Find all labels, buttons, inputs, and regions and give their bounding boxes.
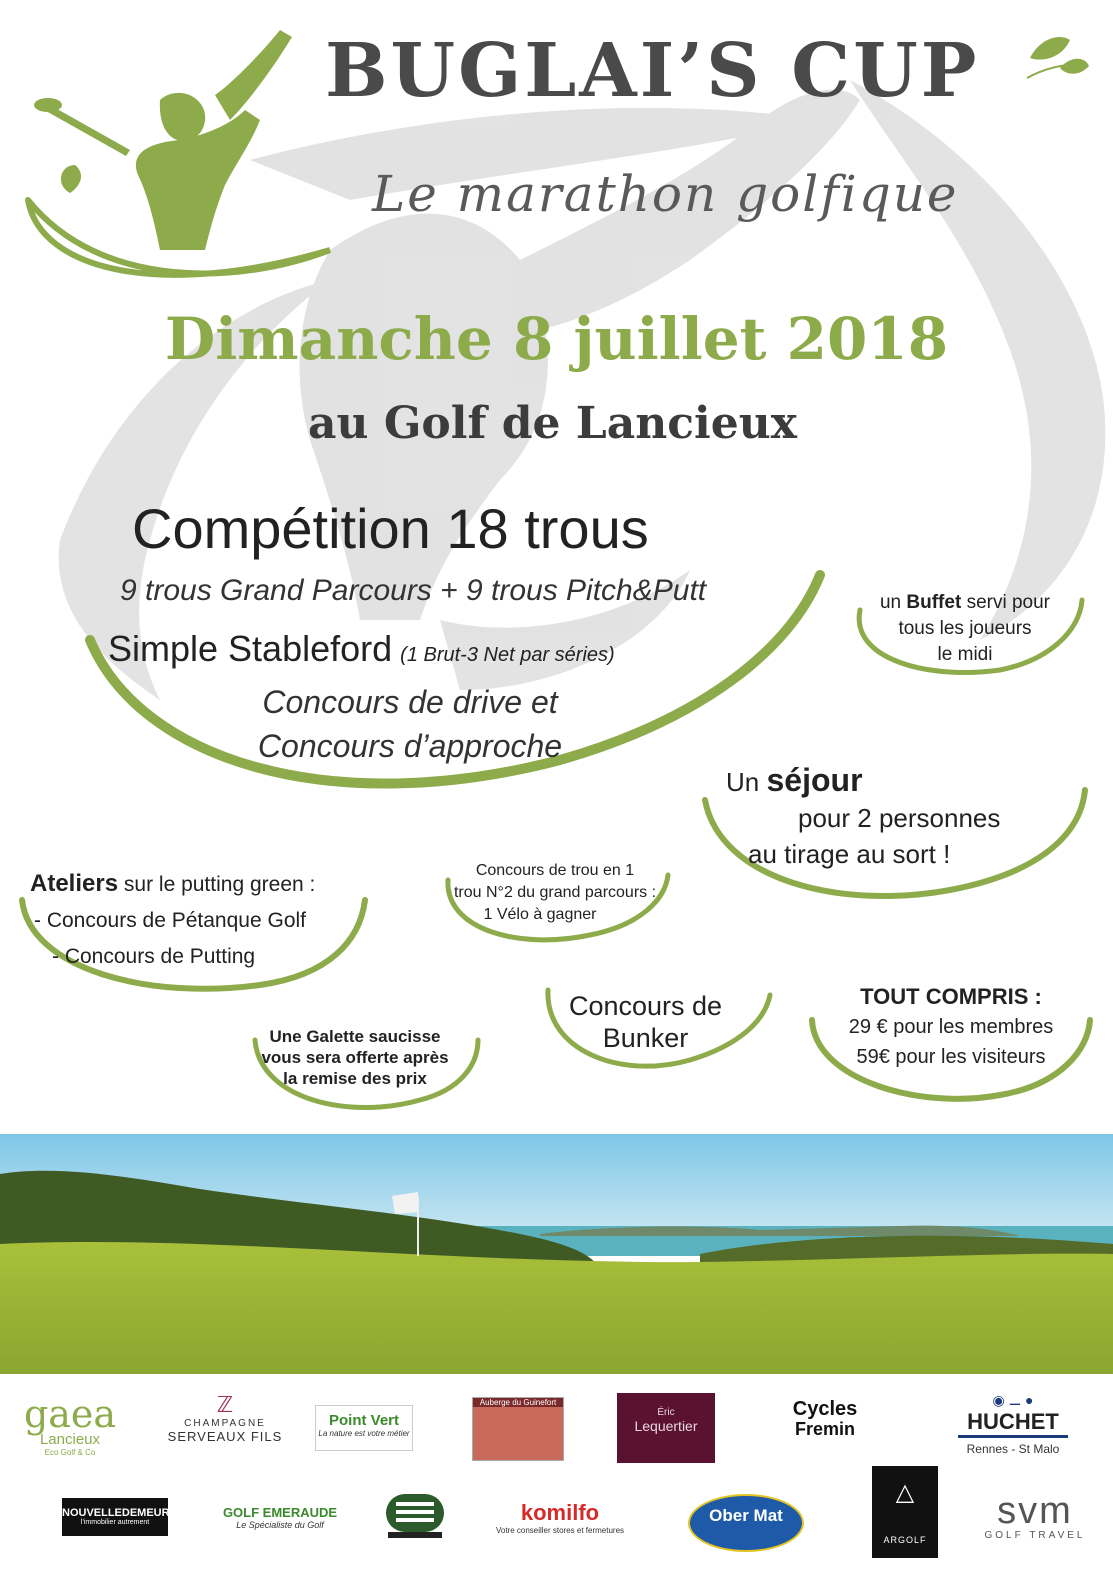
hole-in-one-callout xyxy=(445,860,665,926)
sejour-highlight: séjour xyxy=(766,762,863,798)
competition-heading: Compétition 18 trous xyxy=(132,497,649,560)
sponsor-bretagne-golf-logo xyxy=(382,1492,448,1540)
sponsor-huchet-logo: ◉ ⚊ ● HUCHET Rennes - St Malo xyxy=(958,1392,1068,1456)
bmw-mini-emblem-icon: ◉ ⚊ ● xyxy=(992,1392,1034,1408)
leaf-icon xyxy=(1025,28,1090,83)
galette-line1: Une Galette saucisse xyxy=(269,1027,441,1046)
buffet-rest: servi pour xyxy=(966,592,1050,613)
hole-in-one-line1: Concours de trou en 1 xyxy=(475,862,635,879)
sponsor-auberge-logo: Auberge du Guinefort xyxy=(472,1397,564,1461)
serveaux-emblem-icon: ℤ xyxy=(216,1392,234,1417)
buffet-line2: tous les joueurs xyxy=(898,618,1032,639)
buffet-callout xyxy=(855,590,1075,668)
golfer-logo-icon xyxy=(30,25,330,250)
pricing-members: 29 € pour les membres xyxy=(848,1016,1054,1038)
event-title: BUGLAI’S CUP xyxy=(325,28,980,114)
ateliers-item1: - Concours de Pétanque Golf xyxy=(34,909,306,932)
golf-course-photo xyxy=(0,1134,1113,1374)
sponsor-argolf-logo: △ ARGOLF xyxy=(872,1466,938,1558)
pricing-visitors: 59€ pour les visiteurs xyxy=(856,1046,1046,1068)
sponsor-nouvelledemeure-logo: NOUVELLEDEMEURE l’immobilier autrement xyxy=(62,1498,168,1536)
galette-callout xyxy=(250,1026,460,1089)
sponsor-komilfo-logo: komilfo Votre conseiller stores et fermetures xyxy=(495,1500,625,1535)
galette-line2: vous sera offerte après xyxy=(261,1048,449,1067)
sejour-line3: au tirage au sort ! xyxy=(748,839,951,869)
sejour-callout xyxy=(720,762,1050,872)
sponsor-cycles-logo: Cycles Fremin xyxy=(792,1398,858,1439)
contest-drive: Concours de drive et xyxy=(262,684,558,720)
buffet-line3: le midi xyxy=(937,644,993,665)
ateliers-callout xyxy=(30,866,390,975)
sponsor-pointvert-logo: Point Vert La nature est votre métier xyxy=(315,1405,413,1451)
pricing-heading: TOUT COMPRIS : xyxy=(860,984,1042,1009)
argolf-emblem-icon: △ xyxy=(895,1479,915,1506)
sejour-line2: pour 2 personnes xyxy=(798,803,1001,833)
competition-format: 9 trous Grand Parcours + 9 trous Pitch&Putt xyxy=(120,574,707,607)
event-subtitle: Le marathon golfique xyxy=(372,165,959,223)
hole-in-one-line2: trou N°2 du grand parcours : xyxy=(453,884,657,901)
sponsor-lequertier-logo: Éric Lequertier xyxy=(617,1393,715,1463)
galette-line3: la remise des prix xyxy=(283,1069,427,1088)
stableford-line xyxy=(108,628,615,670)
bunker-callout xyxy=(548,990,743,1054)
buffet-lead: un xyxy=(879,592,902,613)
sponsor-serveaux-logo: ℤ CHAMPAGNE SERVEAUX FILS xyxy=(165,1394,285,1444)
ateliers-rest: sur le putting green : xyxy=(123,873,316,896)
event-date: Dimanche 8 juillet 2018 xyxy=(164,305,949,373)
pricing-callout xyxy=(822,982,1080,1072)
sponsor-svm-logo: svm GOLF TRAVEL xyxy=(984,1490,1086,1541)
bunker-line1: Concours de xyxy=(568,991,723,1021)
ateliers-item2: - Concours de Putting xyxy=(52,945,256,968)
contests-block xyxy=(210,680,610,768)
sponsor-gaea-logo: gaea Lancieux Eco Golf & Co xyxy=(23,1392,117,1457)
ateliers-highlight: Ateliers xyxy=(30,870,119,897)
hole-in-one-line3: 1 Vélo à gagner xyxy=(483,906,597,923)
contest-approach: Concours d’approche xyxy=(257,728,563,764)
sponsor-obermat-logo: Ober Mat xyxy=(688,1494,804,1552)
stableford-note: (1 Brut-3 Net par séries) xyxy=(400,644,615,666)
sejour-lead: Un xyxy=(726,767,760,797)
bunker-line2: Bunker xyxy=(602,1023,689,1053)
event-venue: au Golf de Lancieux xyxy=(308,398,797,449)
buffet-highlight: Buffet xyxy=(906,592,962,613)
sponsor-golfemeraude-logo: GOLF EMERAUDE Le Spécialiste du Golf xyxy=(222,1505,338,1530)
stableford-label: Simple Stableford xyxy=(108,628,393,669)
